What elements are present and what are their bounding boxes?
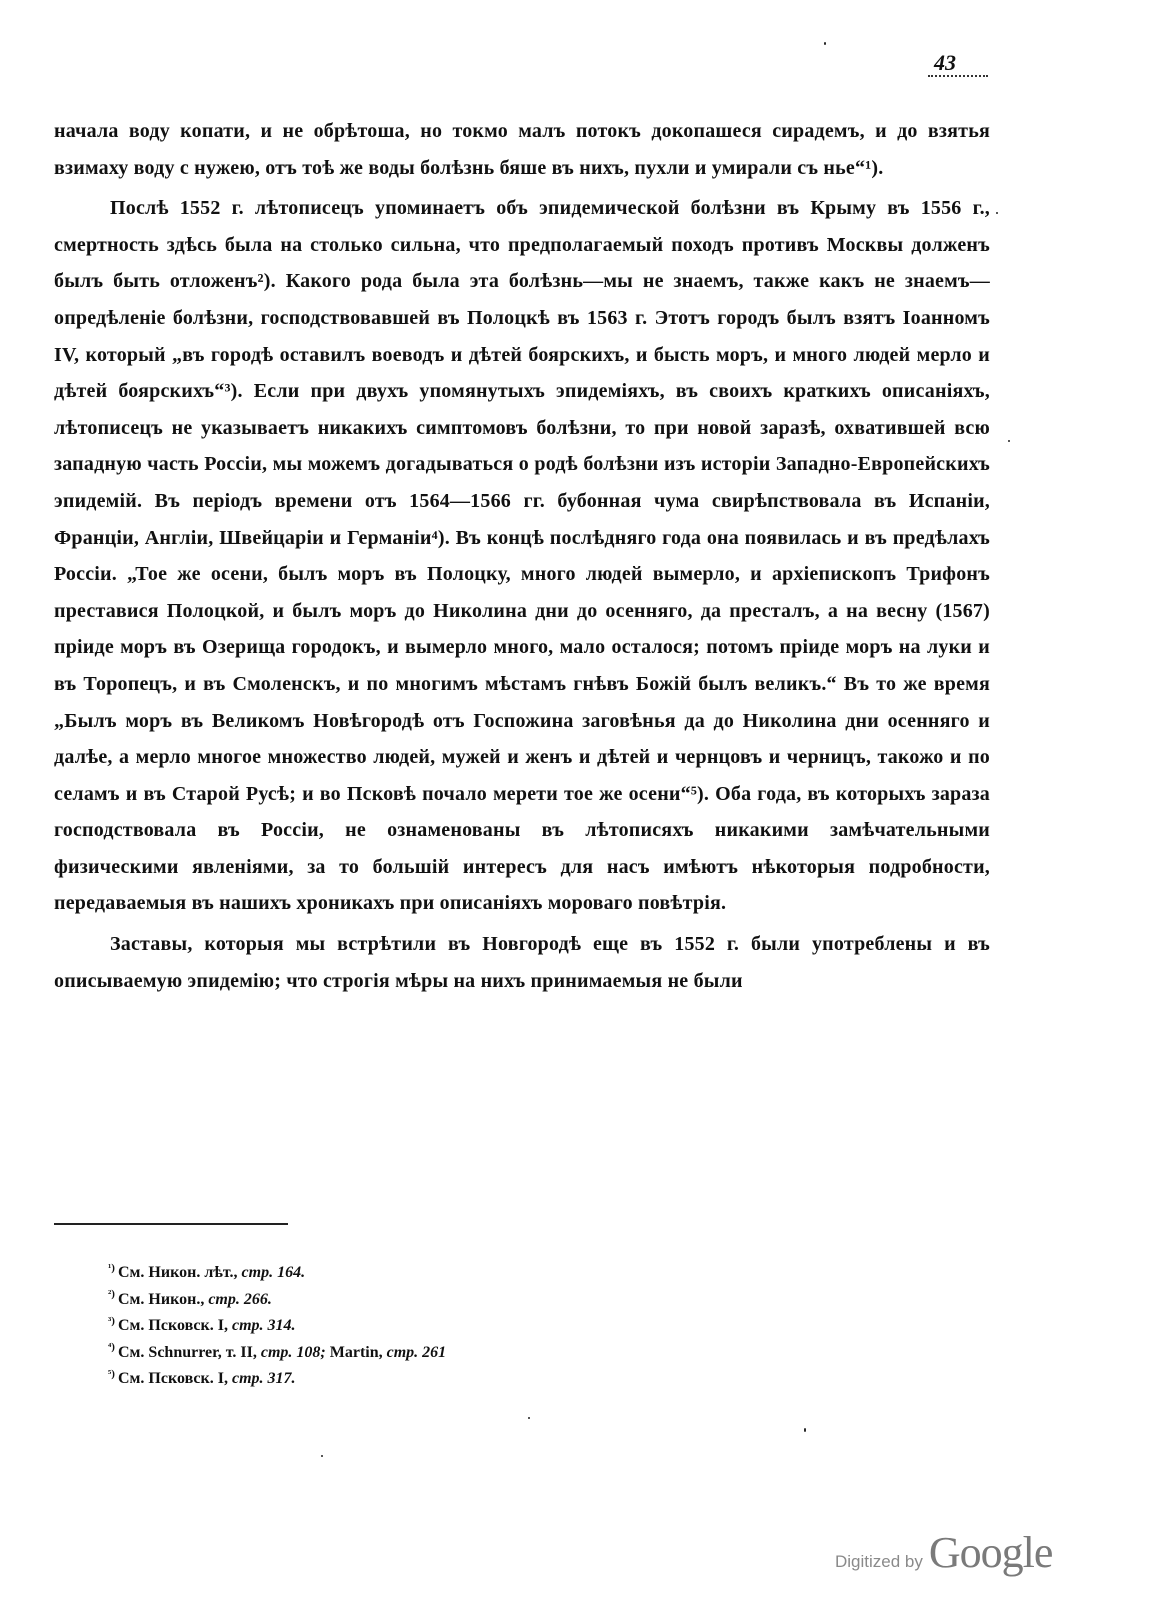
scan-speck xyxy=(528,1417,530,1419)
scan-speck xyxy=(804,1428,806,1432)
footnote-text: См. Псковск. I, xyxy=(117,1370,232,1387)
footnotes xyxy=(108,1260,808,1393)
paragraph: начала воду копати, и не обрѣтоша, но токмо малъ потокъ докопашеся сирадемъ, и до взятья взимаху воду с нужею, отъ тоѣ же воды болѣзнь бяше въ нихъ, пухли и умирали съ нье“¹). xyxy=(54,120,990,179)
footnote-mark: ¹) xyxy=(108,1261,115,1274)
footnote-page-ref: стр. 266. xyxy=(208,1290,272,1308)
page-number-rule xyxy=(928,75,988,77)
scan-speck xyxy=(996,212,998,214)
footnote-mark: ⁵) xyxy=(108,1367,115,1380)
footnote-mark: ²) xyxy=(108,1288,115,1301)
scan-speck xyxy=(824,42,826,45)
footnote xyxy=(108,1366,808,1393)
footnote-text: См. Schnurrer, т. II, xyxy=(117,1343,261,1361)
footnote xyxy=(108,1287,808,1314)
google-logo: Google xyxy=(928,1528,1053,1577)
footnote-page-ref: стр. 164. xyxy=(241,1264,306,1281)
footnote-text: См. Псковск. I, xyxy=(117,1317,232,1334)
digitized-label: Digitized by xyxy=(835,1552,923,1571)
paragraph: Заставы, которыя мы встрѣтили въ Новгородѣ еще въ 1552 г. были употреблены и въ описываемую эпидемію; что строгія мѣры на нихъ принимаемыя не были xyxy=(54,933,990,992)
footnote xyxy=(108,1340,808,1367)
footnote-page-ref: стр. 314. xyxy=(231,1317,296,1334)
footnote-mark: ⁴) xyxy=(108,1341,115,1354)
footnote-page-ref: стр. 317. xyxy=(231,1370,296,1387)
body-text xyxy=(54,113,990,999)
footnote-separator xyxy=(54,1223,288,1225)
footnote-text: Martin, xyxy=(325,1343,387,1361)
footnote xyxy=(108,1313,808,1340)
footnote xyxy=(108,1260,808,1287)
footnote-mark: ³) xyxy=(108,1314,115,1327)
footnote-text: См. Никон., xyxy=(117,1290,209,1308)
digitized-watermark xyxy=(835,1527,1052,1578)
footnote-page-ref: стр. 108; xyxy=(260,1343,326,1361)
paragraph: Послѣ 1552 г. лѣтописецъ упоминаетъ объ эпидемической болѣзни въ Крыму въ 1556 г., смертность здѣсь была на столько сильна, что предполагаемый походъ противъ Москвы долженъ былъ быть отложенъ²). Какого рода была эта болѣзнь—мы не знаемъ, также какъ не знаемъ—опредѣленіе болѣзни, господствовавшей въ Полоцкѣ въ 1563 г. Этотъ городъ былъ взятъ Іоанномъ IV, который „въ городѣ оставилъ воеводъ и дѣтей боярскихъ, и бысть моръ, и много людей мерло и дѣтей боярскихъ“³). Если при двухъ упомянутыхъ эпидеміяхъ, въ своихъ краткихъ описаніяхъ, лѣтописецъ не указываетъ никакихъ симптомовъ болѣзни, то при новой заразѣ, охватившей всю западную часть Россіи, мы можемъ догадываться о родѣ болѣзни изъ исторіи Западно-Европейскихъ эпидемій. Въ періодъ времени отъ 1564—1566 гг. бубонная чума свирѣпствовала въ Испаніи, Франціи, Англіи, Швейцаріи и Германіи⁴). Въ концѣ послѣдняго года она появилась и въ предѣлахъ Россіи. „Тое же осени, былъ моръ въ Полоцку, много людей вымерло, и архіепископъ Трифонъ преставися Полоцкой, и былъ моръ до Николина дни до осенняго, да престалъ, а на весну (1567) пріиде моръ въ Озерища городокъ, и вымерло много, мало осталося; потомъ пріиде моръ на луки и въ Торопецъ, и въ Смоленскъ, и по многимъ мѣстамъ гнѣвъ Божій былъ великъ.“ Въ то же время „Былъ моръ въ Великомъ Новѣгородѣ отъ Госпожина заговѣнья да до Николина дни осенняго и далѣе, а мерло многое множество людей, мужей и женъ и дѣтей и чернцовъ и черницъ, такожо и по селамъ и въ Старой Русѣ; и во Псковѣ почало мерети тое же осени“⁵). Оба года, въ которыхъ зараза господствовала въ Россіи, не ознаменованы въ лѣтописяхъ никакими замѣчательными физическими явленіями, за то большій интересъ для насъ имѣютъ нѣкоторыя подробности, передаваемыя въ нашихъ хроникахъ при описаніяхъ мороваго повѣтрія. xyxy=(54,197,990,915)
scan-speck xyxy=(321,1455,323,1457)
footnote-text: См. Никон. лѣт., xyxy=(117,1264,242,1281)
scan-speck xyxy=(1008,440,1010,442)
footnote-page-ref: стр. 261 xyxy=(386,1343,447,1361)
page-number: 43 xyxy=(934,50,956,75)
